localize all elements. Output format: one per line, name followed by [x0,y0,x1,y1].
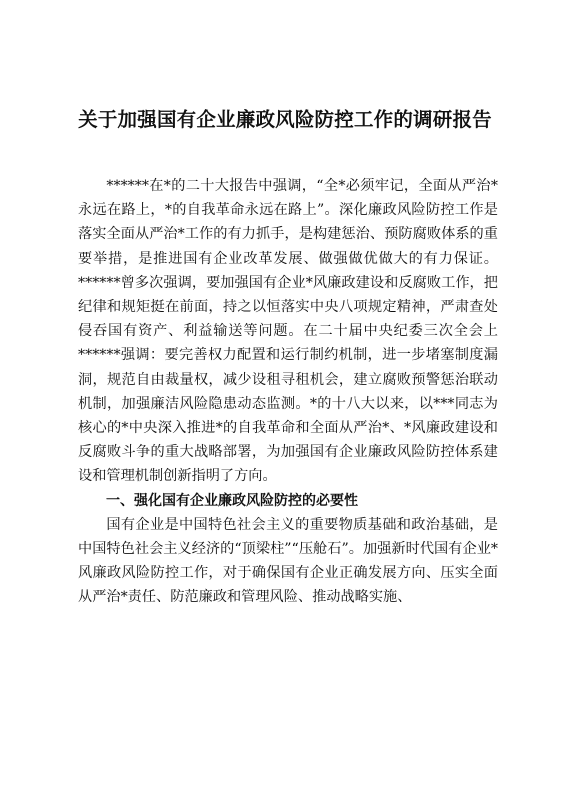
section-heading: 一、强化国有企业廉政风险防控的必要性 [106,492,358,509]
intro-paragraph: ******在*的二十大报告中强调，“全*必须牢记，全面从严治*永远在路上，*的自我革命永远在路上”。深化廉政风险防控工作是落实全面从严治*工作的有力抓手，是构建惩治、预防腐败体系的重要举措，是推进国有企业改革发展、做强做优做大的有力保证。******曾多次强调，要加强国有企业*风廉政建设和反腐败工作，把纪律和规矩挺在前面，持之以恒落实中央八项规定精神，严肃查处侵吞国有资产、利益输送等问题。在二十届中央纪委三次全会上******强调：要完善权力配置和运行制约机制，进一步堵塞制度漏洞，规范自由裁量权，减少设租寻租机会，建立腐败预警惩治联动机制，加强廉洁风险隐患动态监测。*的十八大以来，以***同志为核心的*中央深入推进*的自我革命和全面从严治*、*风廉政建设和反腐败斗争的重大战略部署，为加强国有企业廉政风险防控体系建设和管理机制创新指明了方向。 [78,178,498,485]
document-body [78,174,498,610]
document-title: 关于加强国有企业廉政风险防控工作的调研报告 [78,108,492,131]
section-paragraph: 国有企业是中国特色社会主义的重要物质基础和政治基础，是中国特色社会主义经济的“顶梁柱”“压舱石”。加强新时代国有企业*风廉政风险防控工作，对于确保国有企业正确发展方向、压实全面从严治*责任、防范廉政和管理风险、推动战略实施、 [78,516,498,606]
